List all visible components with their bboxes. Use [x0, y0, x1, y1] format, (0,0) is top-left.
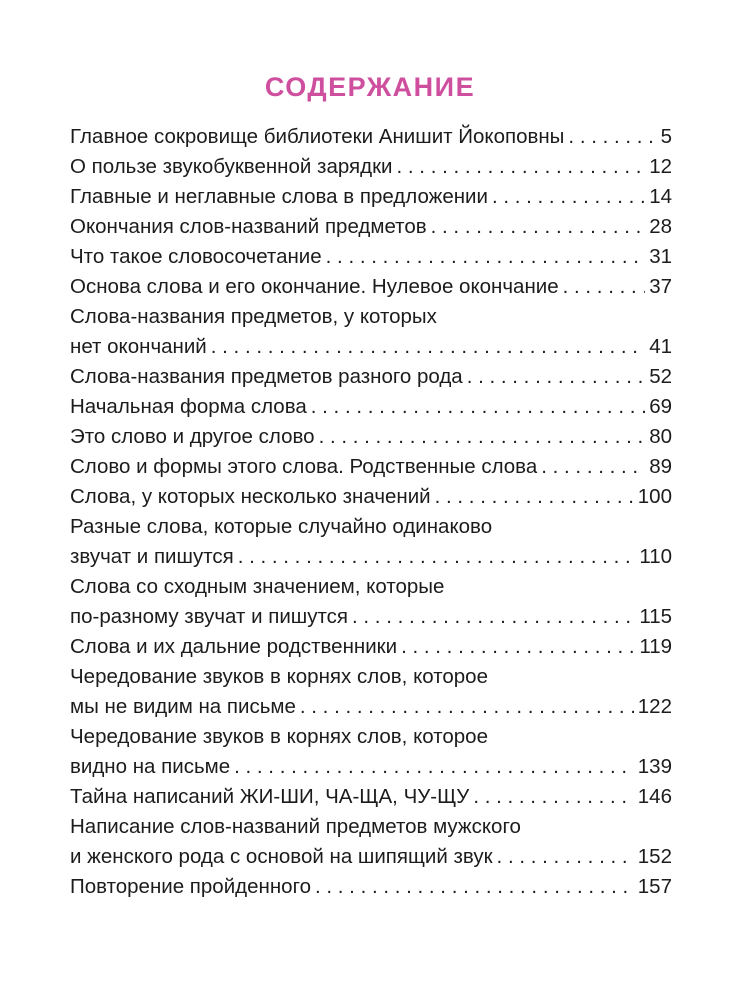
- toc-entry-title: видно на письме: [70, 755, 231, 778]
- toc-line: [70, 602, 672, 632]
- dot-leader: [326, 242, 646, 272]
- toc-entry: [70, 122, 672, 152]
- toc-entry-title: Главное сокровище библиотеки Анишит Йокоповны: [70, 125, 565, 148]
- dot-leader: [319, 422, 646, 452]
- toc-line: [70, 812, 672, 842]
- table-of-contents: [70, 122, 672, 902]
- toc-entry-title: Повторение пройденного: [70, 875, 311, 898]
- toc-page-number: 28: [649, 215, 672, 238]
- toc-line: [70, 572, 672, 602]
- toc-page-number: 12: [649, 155, 672, 178]
- toc-entry: [70, 512, 672, 572]
- dot-leader: [563, 272, 646, 302]
- toc-page-number: 69: [649, 395, 672, 418]
- toc-entry-title: Что такое словосочетание: [70, 245, 322, 268]
- toc-line: [70, 512, 672, 542]
- toc-line: [70, 122, 672, 152]
- toc-entry-title: Слова со сходным значением, которые: [70, 575, 445, 598]
- toc-line: [70, 542, 672, 572]
- dot-leader: [315, 872, 634, 902]
- toc-entry-title: Написание слов-названий предметов мужского: [70, 815, 521, 838]
- toc-entry: [70, 242, 672, 272]
- toc-entry-title: Слова-названия предметов, у которых: [70, 305, 437, 328]
- toc-entry: [70, 302, 672, 362]
- toc-entry: [70, 572, 672, 632]
- toc-entry-title: нет окончаний: [70, 335, 207, 358]
- toc-page-number: 152: [637, 845, 672, 868]
- toc-page-number: 80: [649, 425, 672, 448]
- toc-entry: [70, 452, 672, 482]
- dot-leader: [311, 392, 645, 422]
- toc-entry: [70, 722, 672, 782]
- toc-line: [70, 482, 672, 512]
- dot-leader: [238, 542, 636, 572]
- toc-entry-title: Слова-названия предметов разного рода: [70, 365, 463, 388]
- toc-line: [70, 422, 672, 452]
- toc-entry-title: Основа слова и его окончание. Нулевое окончание: [70, 275, 559, 298]
- toc-line: [70, 362, 672, 392]
- toc-entry: [70, 812, 672, 872]
- dot-leader: [352, 602, 635, 632]
- toc-entry-title: Тайна написаний ЖИ-ШИ, ЧА-ЩА, ЧУ-ЩУ: [70, 785, 470, 808]
- toc-entry: [70, 362, 672, 392]
- toc-line: [70, 272, 672, 302]
- dot-leader: [300, 692, 634, 722]
- toc-entry-title: мы не видим на письме: [70, 695, 296, 718]
- toc-entry-title: Начальная форма слова: [70, 395, 307, 418]
- toc-entry-title: Слово и формы этого слова. Родственные слова: [70, 455, 538, 478]
- toc-line: [70, 782, 672, 812]
- toc-page-number: 115: [639, 605, 672, 628]
- toc-entry-title: Слова, у которых несколько значений: [70, 485, 431, 508]
- dot-leader: [397, 152, 646, 182]
- toc-line: [70, 392, 672, 422]
- toc-entry-title: Это слово и другое слово: [70, 425, 315, 448]
- dot-leader: [473, 782, 633, 812]
- toc-entry-title: по-разному звучат и пишутся: [70, 605, 349, 628]
- toc-entry-title: и женского рода с основой на шипящий звук: [70, 845, 493, 868]
- toc-entry: [70, 212, 672, 242]
- toc-line: [70, 242, 672, 272]
- toc-page-number: 41: [649, 335, 672, 358]
- toc-page-number: 146: [637, 785, 672, 808]
- toc-page-number: 37: [649, 275, 672, 298]
- toc-line: [70, 722, 672, 752]
- dot-leader: [431, 212, 646, 242]
- dot-leader: [568, 122, 656, 152]
- toc-entry-title: Разные слова, которые случайно одинаково: [70, 515, 493, 538]
- toc-entry: [70, 482, 672, 512]
- toc-entry-title: Чередование звуков в корнях слов, которое: [70, 665, 488, 688]
- toc-page-number: 89: [649, 455, 672, 478]
- dot-leader: [497, 842, 634, 872]
- toc-entry: [70, 872, 672, 902]
- dot-leader: [541, 452, 645, 482]
- toc-page-number: 157: [637, 875, 672, 898]
- toc-line: [70, 692, 672, 722]
- dot-leader: [492, 182, 645, 212]
- toc-page-number: 52: [649, 365, 672, 388]
- dot-leader: [211, 332, 645, 362]
- toc-entry-title: Чередование звуков в корнях слов, которое: [70, 725, 488, 748]
- toc-entry: [70, 272, 672, 302]
- toc-line: [70, 452, 672, 482]
- toc-page-number: 139: [637, 755, 672, 778]
- toc-line: [70, 842, 672, 872]
- toc-line: [70, 872, 672, 902]
- toc-entry: [70, 782, 672, 812]
- toc-entry: [70, 662, 672, 722]
- toc-entry: [70, 152, 672, 182]
- dot-leader: [234, 752, 634, 782]
- toc-line: [70, 182, 672, 212]
- toc-entry-title: Слова и их дальние родственники: [70, 635, 398, 658]
- toc-page-number: 14: [649, 185, 672, 208]
- toc-page-number: 119: [639, 635, 672, 658]
- toc-line: [70, 662, 672, 692]
- toc-entry-title: О пользе звукобуквенной зарядки: [70, 155, 393, 178]
- toc-line: [70, 212, 672, 242]
- toc-page-number: 110: [639, 545, 672, 568]
- toc-line: [70, 152, 672, 182]
- toc-line: [70, 632, 672, 662]
- dot-leader: [435, 482, 634, 512]
- page-title: СОДЕРЖАНИЕ: [264, 72, 476, 102]
- toc-line: [70, 332, 672, 362]
- toc-entry: [70, 392, 672, 422]
- toc-page-number: 122: [637, 695, 672, 718]
- toc-page-number: 31: [649, 245, 672, 268]
- toc-entry-title: Главные и неглавные слова в предложении: [70, 185, 488, 208]
- toc-line: [70, 302, 672, 332]
- toc-entry-title: Окончания слов-названий предметов: [70, 215, 427, 238]
- toc-entry: [70, 422, 672, 452]
- toc-page-number: 5: [660, 125, 672, 148]
- toc-entry: [70, 182, 672, 212]
- toc-line: [70, 752, 672, 782]
- toc-entry: [70, 632, 672, 662]
- dot-leader: [467, 362, 645, 392]
- dot-leader: [401, 632, 635, 662]
- toc-entry-title: звучат и пишутся: [70, 545, 234, 568]
- toc-page-number: 100: [637, 485, 672, 508]
